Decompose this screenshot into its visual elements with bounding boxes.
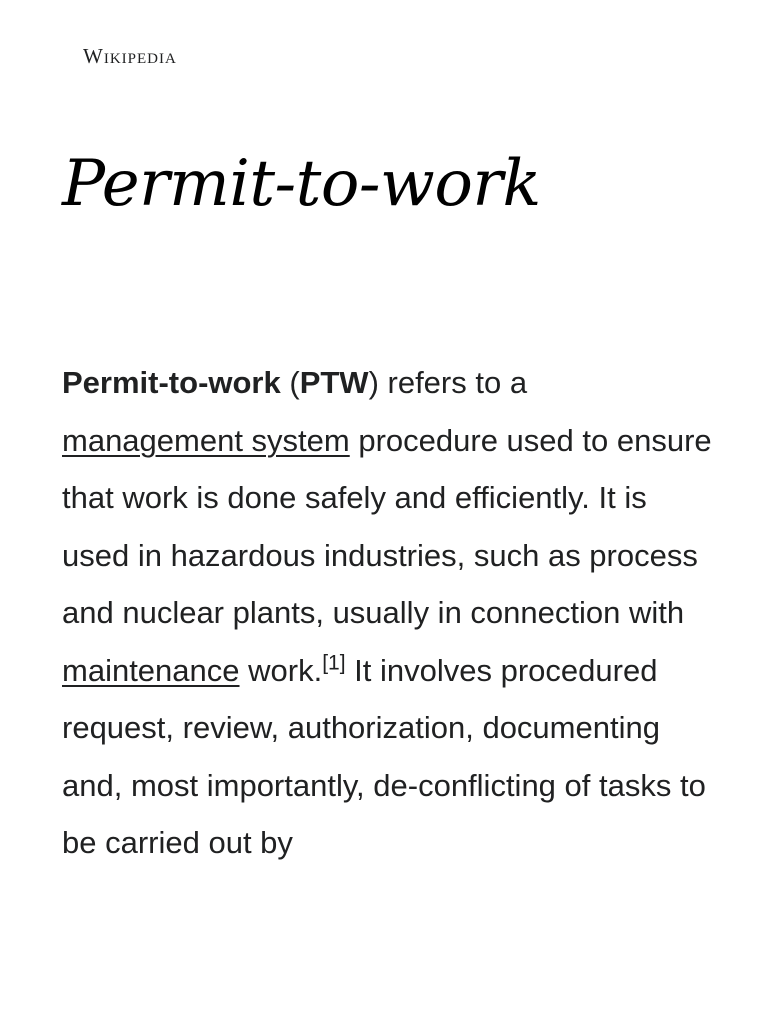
lead-text: (	[280, 365, 300, 400]
article-body	[62, 354, 712, 872]
lead-text: It involves procedured request, review, authorization, documenting and, most importantly, de-conflicting of tasks to be carried out by	[62, 652, 706, 860]
abbreviation-bold: PTW	[299, 365, 369, 400]
term-bold: Permit-to-work	[62, 365, 281, 400]
page-title: Permit-to-work	[62, 147, 541, 221]
wikipedia-wordmark[interactable]: Wikipedia	[83, 44, 177, 68]
citation-link-1[interactable]: [1]	[322, 651, 346, 675]
lead-text: ) refers to a	[368, 365, 528, 400]
citation-superscript	[322, 651, 345, 674]
lead-paragraph	[62, 354, 712, 872]
lead-text: work.	[239, 652, 323, 688]
site-header	[83, 44, 177, 70]
link-management-system[interactable]: management system	[62, 422, 350, 458]
link-maintenance[interactable]: maintenance	[62, 652, 240, 688]
lead-text: procedure used to ensure that work is done safely and efficiently. It is used in hazardous industries, such as process and nuclear plants, usually in connection with	[62, 422, 712, 630]
